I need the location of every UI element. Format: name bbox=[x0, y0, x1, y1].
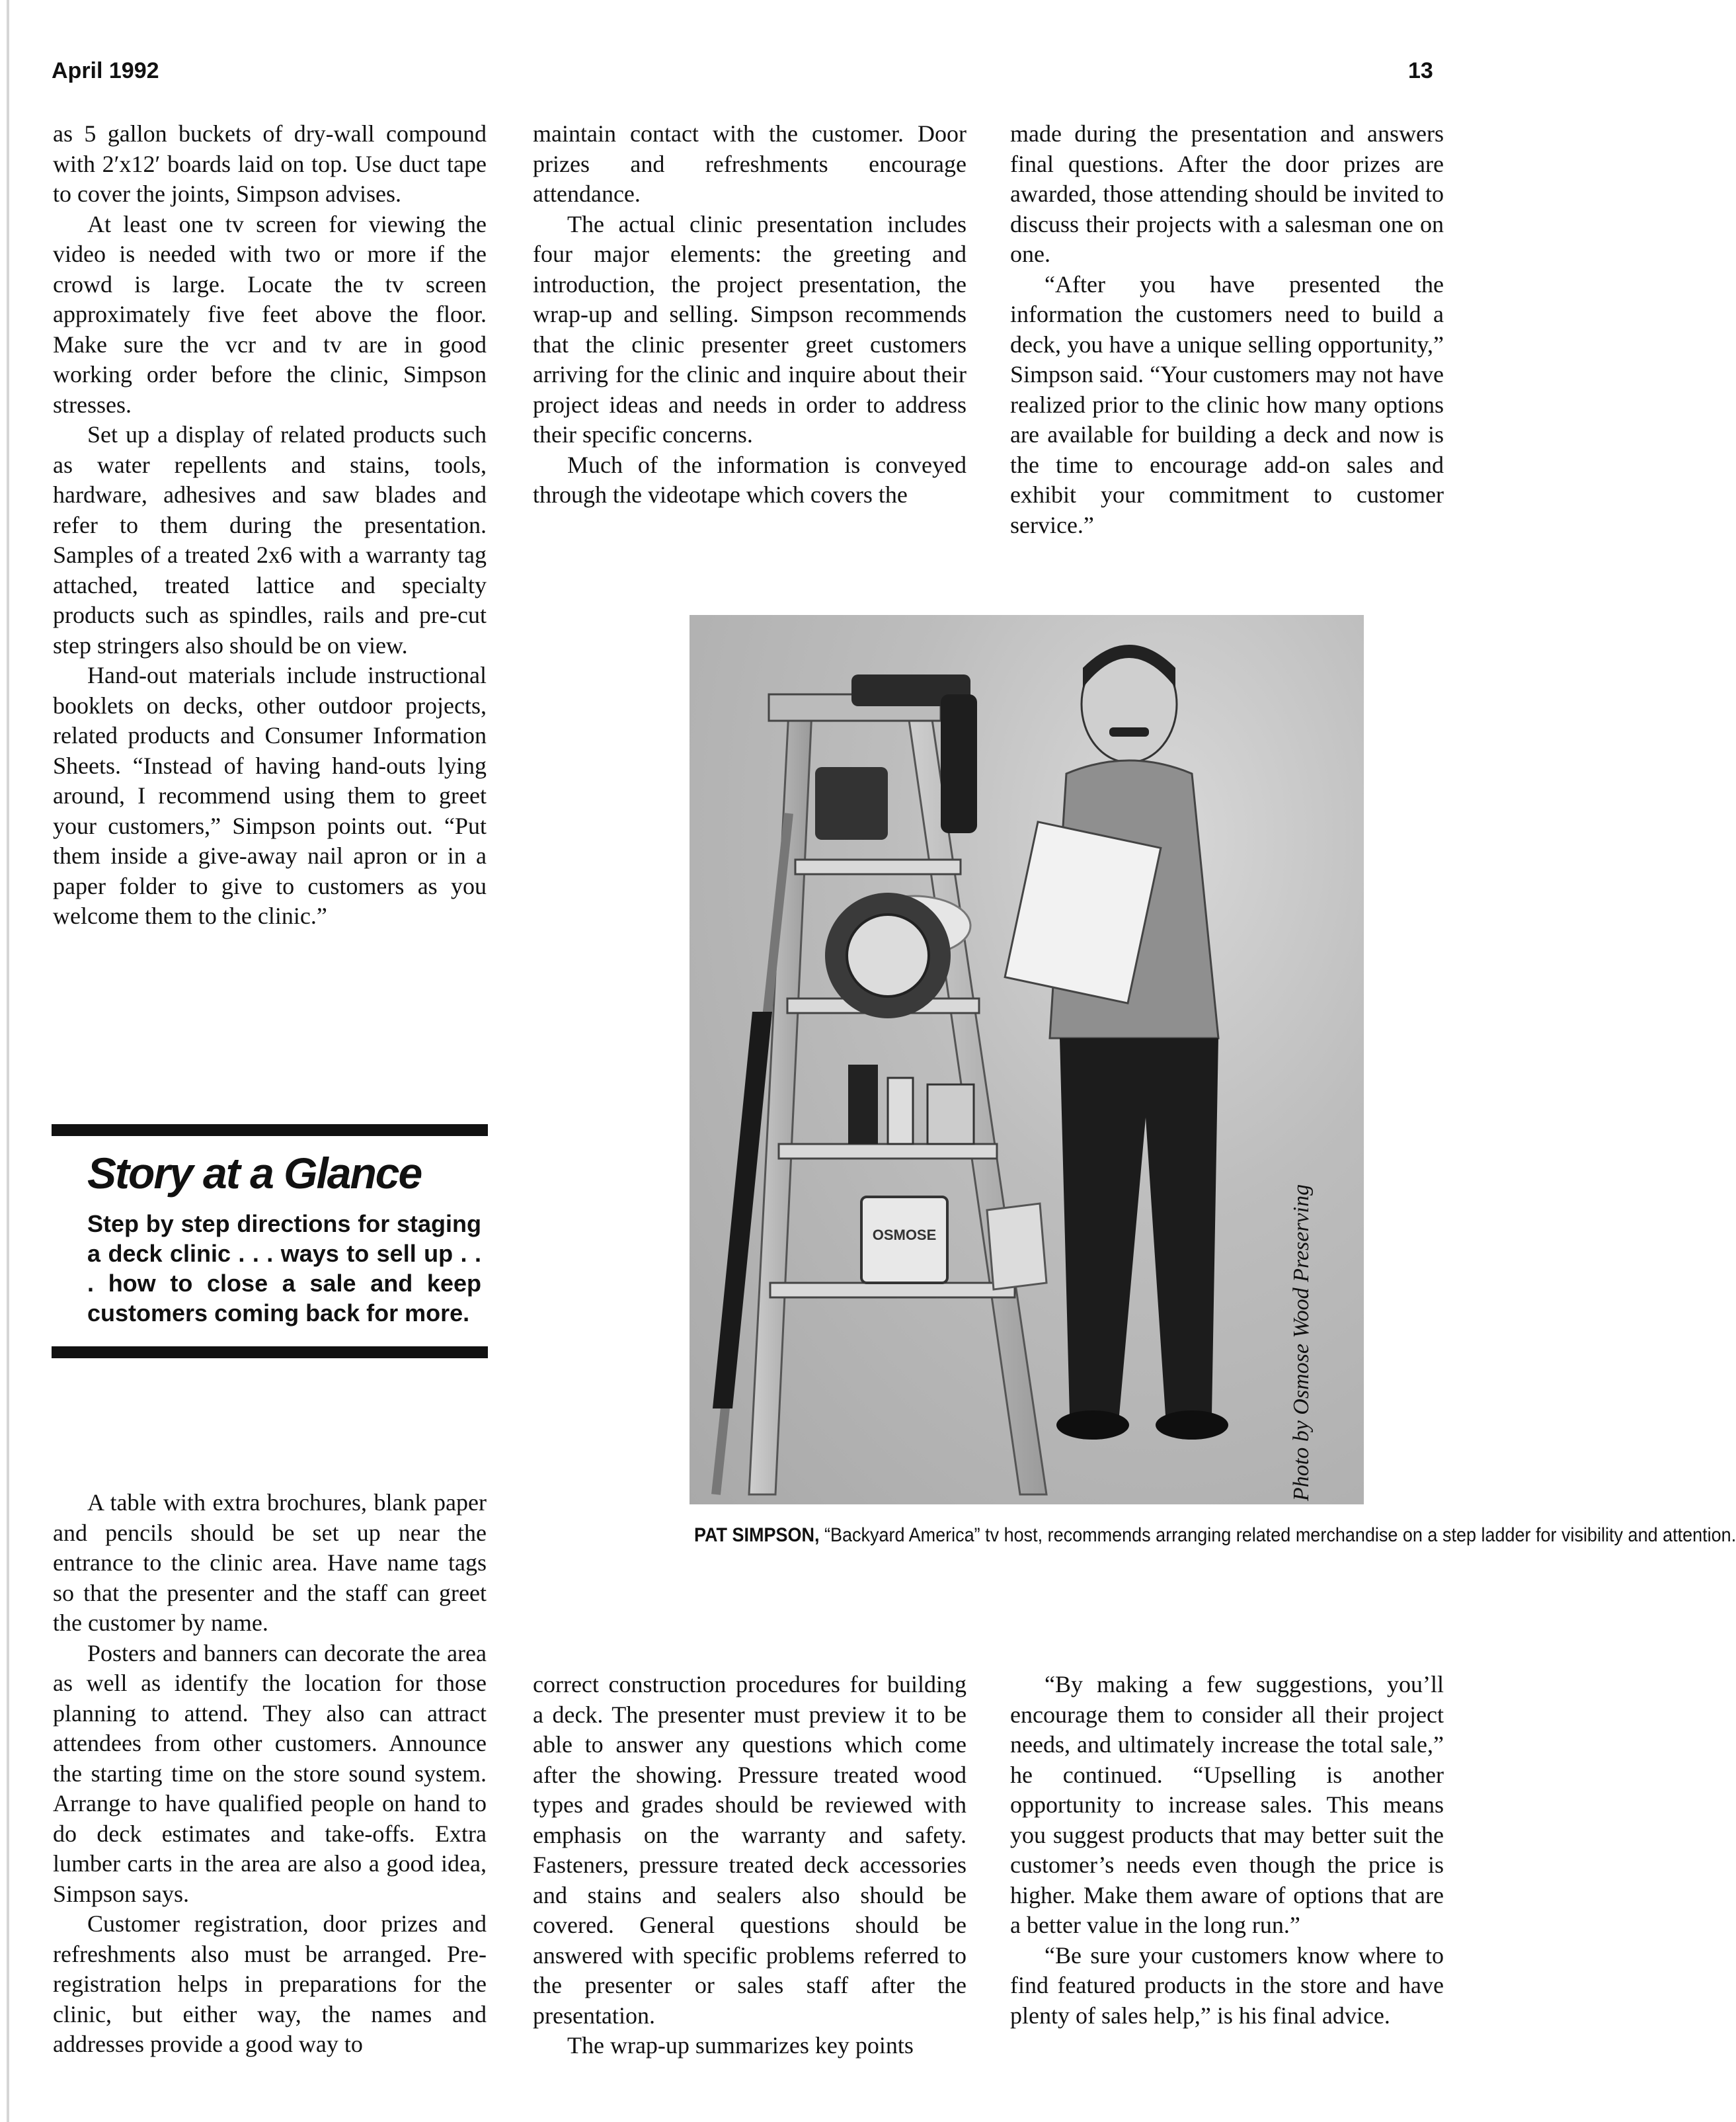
page-number: 13 bbox=[1408, 58, 1433, 83]
paragraph: Customer registration, door prizes and refreshments also must be arranged. Pre-registration helps in preparations for the clinic, but either way, the names and addresses provide a good way to bbox=[53, 1910, 487, 2057]
man-shoe bbox=[1156, 1410, 1228, 1440]
paragraph: A table with extra brochures, blank paper and pencils should be set up near the entrance to the clinic area. Have name tags so that the presenter and the staff can greet the customer by name. bbox=[53, 1489, 487, 1636]
caption-name: PAT SIMPSON, bbox=[694, 1524, 820, 1546]
product-bag bbox=[987, 1204, 1046, 1289]
ladder-display-photo bbox=[690, 615, 1364, 1504]
paragraph: “Be sure your customers know where to find featured products in the store and have plenty of sales help,” is his final advice. bbox=[1010, 1941, 1444, 2029]
story-at-a-glance-box bbox=[52, 1124, 488, 1358]
ladder-step bbox=[770, 1283, 1015, 1297]
fastener-box bbox=[927, 1084, 974, 1144]
page-edge-rule bbox=[7, 0, 9, 2122]
adhesive-bottle bbox=[888, 1078, 913, 1144]
paragraph: The wrap-up summarizes key points bbox=[567, 2032, 914, 2059]
ladder-step bbox=[779, 1144, 997, 1159]
paragraph: Hand-out materials include instructional booklets on decks, other outdoor projects, related products and Consumer Information Sheets. “Instead of having hand-outs lying around, I recommend using them to greet your customers,” Simpson points out. “Put them inside a give-away nail apron or in a paper folder to give to customers as you welcome them to the clinic.” bbox=[53, 662, 487, 929]
paragraph: At least one tv screen for viewing the video is needed with two or more if the crowd is large. Locate the tv screen approximately five feet above the floor. Make sure the vcr and tv are in good working order before the clinic, Simpson stresses. bbox=[53, 210, 487, 418]
bottom-column-2 bbox=[533, 1670, 967, 2061]
sidebar-summary: Step by step directions for staging a deck clinic . . . ways to sell up . . . how to close a sale and keep customers coming back for more. bbox=[87, 1210, 481, 1326]
paragraph: The actual clinic presentation includes four major elements: the greeting and introduction, the project presentation, the wrap-up and selling. Simpson recommends that the clinic presenter greet customers arriving for the clinic and inquire about their project ideas and needs in order to address their specific concerns. bbox=[533, 210, 967, 448]
man-jeans bbox=[1060, 1038, 1218, 1415]
paragraph: Set up a display of related products such as water repellents and stains, tools, hardware, adhesives and saw blades and refer to them during the presentation. Samples of a treated 2x6 with a warranty tag attached, treated lattice and specialty products such as spindles, rails and pre-cut step stringers also should be on view. bbox=[53, 421, 487, 659]
paragraph: correct construction procedures for building a deck. The presenter must preview it to be able to answer any questions which come after the showing. Pressure treated wood types and grades should be reviewed with emphasis on the warranty and safety. Fasteners, pressure treated deck accessories and stains and sealers also should be covered. General questions should be answered with specific problems referred to the presenter or sales staff after the presentation. bbox=[533, 1671, 967, 2029]
drill-handle bbox=[941, 694, 977, 833]
photo-credit: Photo by Osmose Wood Preserving bbox=[1289, 1184, 1314, 1501]
paragraph: made during the presentation and answers final questions. After the door prizes are awarded, those attending should be invited to discuss their projects with a salesman one on one. bbox=[1010, 120, 1444, 267]
man-shoe bbox=[1056, 1410, 1129, 1440]
jigsaw bbox=[815, 767, 888, 840]
ladder-step bbox=[795, 860, 961, 874]
paragraph: as 5 gallon buckets of dry-wall compound with 2′x12′ boards laid on top. Use duct tape to cover the joints, Simpson advises. bbox=[53, 120, 487, 207]
sidebar-bottom-bar bbox=[52, 1346, 488, 1358]
issue-date: April 1992 bbox=[52, 58, 159, 83]
man-mustache bbox=[1109, 727, 1149, 737]
caption-text: “Backyard America” tv host, recommends arranging related merchandise on a step ladder for visibility and attention. bbox=[819, 1524, 1736, 1546]
paragraph: maintain contact with the customer. Door prizes and refreshments encourage attendance. bbox=[533, 120, 967, 207]
top-column-2 bbox=[533, 119, 967, 510]
product-box bbox=[848, 1065, 878, 1144]
photo-illustration bbox=[690, 615, 1364, 1504]
paragraph: Much of the information is conveyed through the videotape which covers the bbox=[533, 451, 967, 508]
stain-can-label: OSMOSE bbox=[872, 1227, 937, 1243]
bottom-column-1 bbox=[53, 1488, 487, 2060]
top-column-3 bbox=[1010, 119, 1444, 540]
sidebar-title: Story at a Glance bbox=[87, 1149, 422, 1198]
paragraph: Posters and banners can decorate the area as well as identify the location for those planning to attend. They also can attract attendees from other customers. Announce the starting time on the store sound system. Arrange to have qualified people on hand to do deck estimates and take-offs. Extra lumber carts in the area are also a good idea, Simpson says. bbox=[53, 1639, 487, 1907]
top-column-1 bbox=[53, 119, 487, 932]
paragraph: “By making a few suggestions, you’ll encourage them to consider all their project needs, and ultimately increase the total sale,” he continued. “Upselling is another opportunity to increase sales. This means you suggest products that may better suit the customer’s needs even though the price is higher. Make them aware of options that are a better value in the long run.” bbox=[1010, 1671, 1444, 1938]
photo-caption bbox=[694, 1524, 1736, 1547]
sidebar-top-bar bbox=[52, 1124, 488, 1136]
bottom-column-3 bbox=[1010, 1670, 1444, 2031]
paragraph: “After you have presented the information the customers need to build a deck, you have a unique selling opportunity,” Simpson said. “Your customers may not have realized prior to the clinic how many options are available for building a deck and now is the time to encourage add-on sales and exhibit your commitment to customer service.” bbox=[1010, 270, 1444, 538]
